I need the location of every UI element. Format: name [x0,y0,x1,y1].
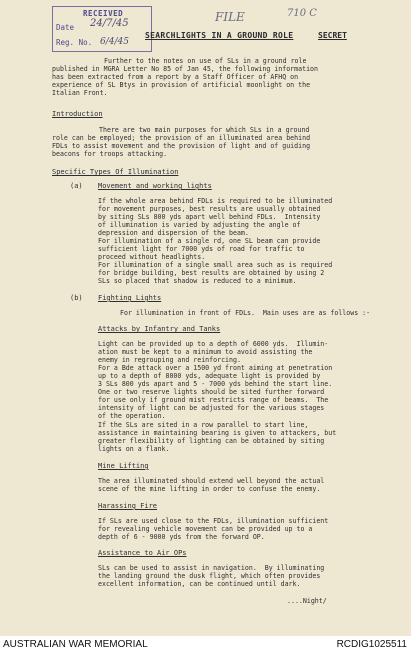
specific-types-heading: Specific Types Of Illumination [52,168,179,176]
attacks-line: For a Bde attack over a 1500 yd front aiming at penetration [98,364,333,372]
attacks-line: If the SLs are sited in a row parallel to start line, [98,421,309,429]
footer-record-id: RCDIG1025511 [336,639,407,650]
section-b-heading: Fighting Lights [98,294,162,302]
attacks-line: enemy in regrouping and reinforcing. [98,356,241,364]
stamp-date-value: 24/7/45 [90,18,129,29]
intro-line: Further to the notes on use of SLs in a ground role [104,57,307,65]
harassing-fire-heading: Harassing Fire [98,502,158,510]
introduction-line: There are two main purposes for which SLs in a ground [99,126,310,134]
section-a-line: by siting SLs 800 yds apart well behind FDLs. Intensity [98,213,321,221]
introduction-line: role can be employed; the provision of an illuminated area behind [52,134,311,142]
stamp-date-label: Date [56,23,75,32]
attacks-line: lights on a flank. [98,445,170,453]
section-a-line: for bridge building, best results are obtained by using 2 [98,269,325,277]
air-ops-line: SLs can be used to assist in navigation. By illuminating [98,564,325,572]
harassing-fire-line: for revealing vehicle movement can be provided up to a [98,525,313,533]
continuation-marker: ....Night/ [287,597,327,605]
harassing-fire-line: If SLs are used close to the FDLs, illumination sufficient [98,517,329,525]
attacks-line: intensity of light can be adjusted for the various stages [98,404,325,412]
stamp-received: RECEIVED [83,9,124,18]
attacks-line: assistance in maintaining bearing is given to attackers, but [98,429,337,437]
document-title: SEARCHLIGHTS IN A GROUND ROLE [145,31,294,40]
section-a-line: SLs so placed that shadow is reduced to a minimum. [98,277,297,285]
section-b-intro: For illumination in front of FDLs. Main uses are as follows :- [120,309,371,317]
mine-lifting-line: scene of the mine lifting in order to confuse the enemy. [98,485,321,493]
section-a-line: depression and dispersion of the beam. [98,229,249,237]
stamp-no-value: 6/4/45 [100,37,129,47]
attacks-heading: Attacks by Infantry and Tanks [98,325,221,333]
stamp-no-label: Reg. No. [56,38,93,47]
handwritten-file-number: 710 C [287,8,317,19]
handwritten-file-note: FILE [215,10,245,24]
section-a-line: sufficient light for 7000 yds of road for traffic to [98,245,305,253]
intro-line: has been extracted from a report by a Staff Officer of AFHQ on [52,73,299,81]
introduction-line: beacons for troops attacking. [52,150,168,158]
section-a-line: for movement purposes, best results are usually obtained [98,205,321,213]
attacks-line: ation must be kept to a minimum to avoid assisting the [98,348,313,356]
section-a-marker: (a) [70,182,83,190]
attacks-line: One or two reserve lights should be sited further forward [98,388,325,396]
attacks-line: of the operation. [98,412,166,420]
attacks-line: greater flexibility of lighting can be obtained by siting [98,437,325,445]
attacks-line: Light can be provided up to a depth of 6000 yds. Illumin- [98,340,329,348]
intro-line: experience of SL Btys in provision of artificial moonlight on the [52,81,311,89]
footer-archive-name: AUSTRALIAN WAR MEMORIAL [3,639,148,650]
harassing-fire-line: depth of 6 - 9000 yds from the forward OP. [98,533,265,541]
archive-footer [0,636,411,654]
introduction-heading: Introduction [52,110,103,118]
intro-line: published in MGRA Letter No 85 of Jan 45, the following information [52,65,318,73]
mine-lifting-heading: Mine Lifting [98,462,149,470]
section-a-line: If the whole area behind FDLs is required to be illuminated [98,197,333,205]
air-ops-line: the landing ground the dusk flight, which often provides [98,572,321,580]
intro-line: Italian Front. [52,89,108,97]
section-a-line: proceed without headlights. [98,253,206,261]
section-a-line: For illumination of a single small area such as is required [98,261,333,269]
section-a-heading: Movement and working lights [98,182,212,190]
section-b-marker: (b) [70,294,83,302]
attacks-line: up to a depth of 8000 yds, adequate light is provided by [98,372,321,380]
classification-label: SECRET [318,31,347,40]
air-ops-line: excellent information, can be continued until dark. [98,580,301,588]
air-ops-heading: Assistance to Air OPs [98,549,187,557]
attacks-line: for use only if ground mist restricts range of beams. The [98,396,329,404]
section-a-line: of illumination is varied by adjusting the angle of [98,221,301,229]
attacks-line: 3 SLs 800 yds apart and 5 - 7000 yds behind the start line. [98,380,333,388]
introduction-line: FDLs to assist movement and the provision of light and of guiding [52,142,311,150]
mine-lifting-line: The area illuminated should extend well beyond the actual [98,477,325,485]
section-a-line: For illumination of a single rd, one SL beam can provide [98,237,321,245]
